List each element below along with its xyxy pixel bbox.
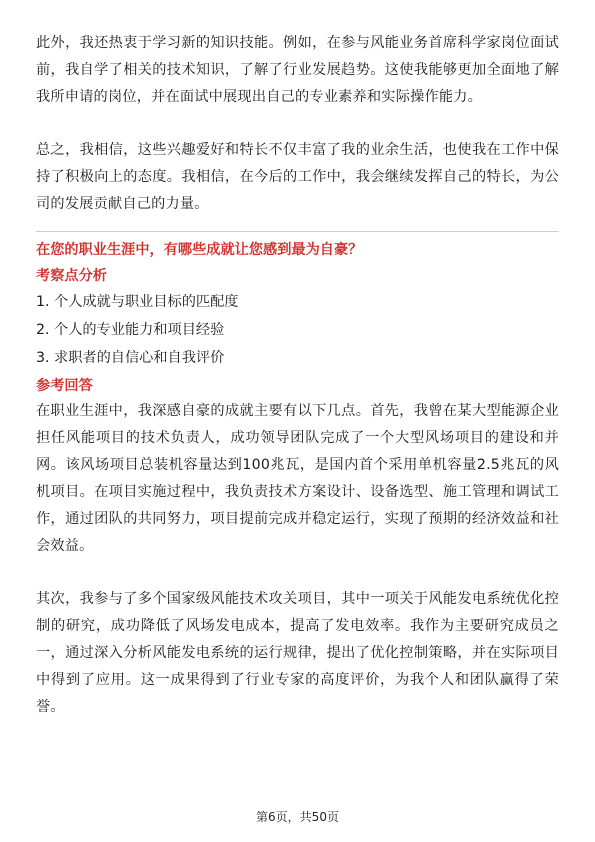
analysis-item-2: 2. 个人的专业能力和项目经验 bbox=[36, 322, 225, 338]
answer-paragraph-1: 在职业生涯中，我深感自豪的成就主要有以下几点。首先，我曾在某大型能源企业担任风能项目的技术负责人，成功领导团队完成了一个大型风场项目的建设和并网。该风场项目总装机容量达到100兆瓦，是国内首个采用单机容量2.5兆瓦的风机项目。在项目实施过程中，我负责技术方案设计、设备选型、施工管理和调试工作，通过团队的共同努力，项目提前完成并稳定运行，实现了预期的经济效益和社会效益。 bbox=[36, 403, 559, 554]
paragraph-gap bbox=[36, 111, 559, 137]
section-divider bbox=[36, 231, 559, 232]
intro-paragraph-1: 此外，我还热衷于学习新的知识技能。例如，在参与风能业务首席科学家岗位面试前，我自学了相关的技术知识，了解了行业发展趋势。这使我能够更加全面地了解我所申请的岗位，并在面试中展现出自己的专业素养和实际操作能力。 bbox=[36, 35, 559, 105]
analysis-item-3: 3. 求职者的自信心和自我评价 bbox=[36, 350, 225, 366]
document-page bbox=[36, 30, 559, 721]
answer-paragraph-2: 其次，我参与了多个国家级风能技术攻关项目，其中一项关于风能发电系统优化控制的研究，成功降低了风场发电成本，提高了发电效率。我作为主要研究成员之一，通过深入分析风能发电系统的运行规律，提出了优化控制策略，并在实际项目中得到了应用。这一成果得到了行业专家的高度评价，为我个人和团队赢得了荣誉。 bbox=[36, 591, 559, 715]
analysis-title: 考察点分析 bbox=[36, 268, 107, 284]
answer-title: 参考回答 bbox=[36, 378, 93, 394]
analysis-item-1: 1. 个人成就与职业目标的匹配度 bbox=[36, 294, 239, 310]
intro-paragraph-2: 总之，我相信，这些兴趣爱好和特长不仅丰富了我的业余生活，也使我在工作中保持了积极向上的态度。我相信，在今后的工作中，我会继续发挥自己的特长，为公司的发展贡献自己的力量。 bbox=[36, 142, 559, 212]
page-number: 第6页，共50页 bbox=[256, 810, 339, 824]
paragraph-gap bbox=[36, 560, 559, 586]
interview-question: 在您的职业生涯中，有哪些成就让您感到最为自豪？ bbox=[36, 242, 363, 258]
